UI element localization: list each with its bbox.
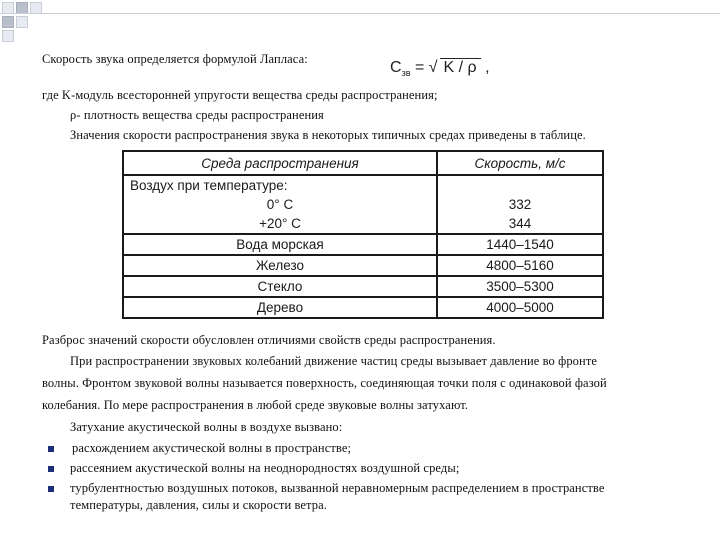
speed-cell: 4000–5000 (437, 297, 603, 318)
speed-cell: 4800–5160 (437, 255, 603, 276)
list-item: рассеянием акустической волны на неоднородностях воздушной среды; (70, 461, 460, 475)
formula-tail: , (485, 59, 490, 76)
list-item: расхождением акустической волны в пространстве; (72, 441, 352, 455)
para-front-line3: колебания. По мере распространения в любой среде звуковые волны затухают. (42, 398, 469, 412)
table-row (123, 234, 603, 255)
intro-text: Скорость звука определяется формулой Лапласа: (42, 52, 308, 66)
header-medium: Среда распространения (123, 151, 437, 175)
header-rule (0, 13, 720, 14)
sqrt-sign-icon: √ (428, 59, 438, 76)
formula-eq: = (414, 59, 425, 76)
corner-decoration (0, 0, 60, 45)
definition-k: где K-модуль всесторонней упругости вещества среды распространения; (42, 88, 438, 102)
medium-cell: +20° C (123, 214, 437, 234)
table-header-row (123, 151, 603, 175)
table-row (123, 214, 603, 234)
medium-cell: Дерево (123, 297, 437, 318)
list-item: турбулентностью воздушных потоков, вызванной неравномерным распределением в пространстве (70, 481, 605, 495)
laplace-formula (390, 58, 490, 78)
table-intro: Значения скорости распространения звука в некоторых типичных средах приведены в таблице. (70, 128, 586, 142)
para-spread: Разброс значений скорости обусловлен отличиями свойств среды распространения. (42, 333, 496, 347)
medium-cell: Железо (123, 255, 437, 276)
table-row (123, 255, 603, 276)
bullet-square-icon (48, 466, 54, 472)
air-label: Воздух при температуре: (123, 175, 437, 195)
header-speed: Скорость, м/с (437, 151, 603, 175)
medium-cell: Вода морская (123, 234, 437, 255)
speed-cell: 344 (437, 214, 603, 234)
speed-cell: 1440–1540 (437, 234, 603, 255)
empty-cell (437, 175, 603, 195)
table-row (123, 195, 603, 214)
formula-sub: зв (401, 68, 411, 79)
definition-rho: ρ- плотность вещества среды распространения (70, 108, 324, 122)
speed-cell: 332 (437, 195, 603, 214)
table-row (123, 297, 603, 318)
table-row (123, 175, 603, 195)
sound-speed-table (122, 150, 604, 319)
medium-cell: 0° C (123, 195, 437, 214)
attenuation-intro: Затухание акустической волны в воздухе вызвано: (70, 420, 343, 434)
list-item-continuation: температуры, давления, силы и скорости ветра. (70, 498, 327, 512)
bullet-square-icon (48, 486, 54, 492)
speed-cell: 3500–5300 (437, 276, 603, 297)
table-row (123, 276, 603, 297)
para-front-line2: волны. Фронтом звуковой волны называется поверхность, соединяющая точки поля с одинаковой фазой (42, 376, 607, 390)
para-front-line1: При распространении звуковых колебаний движение частиц среды вызывает давление во фронте (70, 354, 598, 368)
formula-c: C (390, 59, 402, 76)
medium-cell: Стекло (123, 276, 437, 297)
bullet-square-icon (48, 446, 54, 452)
formula-radicand: K / ρ (440, 58, 481, 77)
